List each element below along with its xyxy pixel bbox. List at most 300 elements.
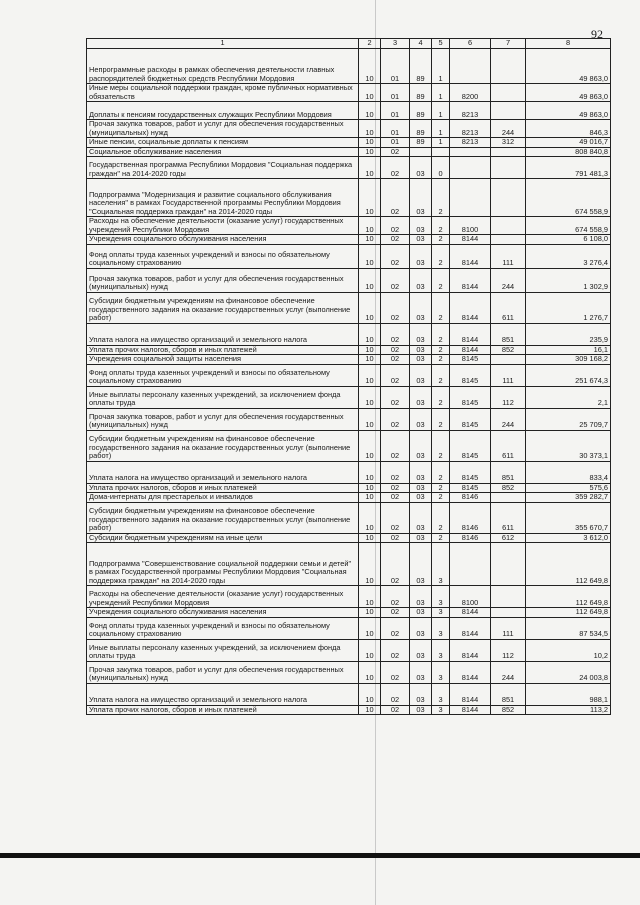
- expense-code-cell: 8144: [450, 292, 491, 323]
- expense-type-cell: 112: [491, 386, 526, 408]
- amount-cell: 1 276,7: [526, 292, 611, 323]
- amount-cell: 3 276,4: [526, 244, 611, 268]
- subsection-code-cell: 02: [381, 493, 410, 503]
- table-row: [87, 586, 611, 608]
- expense-type-cell: [491, 355, 526, 365]
- section-code-cell: 10: [359, 586, 381, 608]
- subsection-code-cell: 02: [381, 157, 410, 179]
- expense-code-cell: 8145: [450, 408, 491, 430]
- subsection-code-cell: 02: [381, 430, 410, 461]
- column-header: 2: [359, 39, 381, 49]
- amount-cell: 791 481,3: [526, 157, 611, 179]
- table-row: [87, 120, 611, 138]
- table-row: [87, 408, 611, 430]
- expense-code-cell: 8144: [450, 268, 491, 292]
- expense-type-cell: [491, 49, 526, 84]
- subprogram-code-cell: 3: [432, 617, 450, 639]
- amount-cell: 49 863,0: [526, 102, 611, 120]
- table-row: [87, 661, 611, 683]
- amount-cell: 49 863,0: [526, 84, 611, 102]
- table-row: [87, 533, 611, 543]
- subprogram-code-cell: 3: [432, 661, 450, 683]
- row-name-cell: Прочая закупка товаров, работ и услуг для обеспечения государственных (муниципальных) нужд: [87, 268, 359, 292]
- program-code-cell: 03: [410, 268, 432, 292]
- expense-code-cell: 8145: [450, 483, 491, 493]
- section-code-cell: 10: [359, 323, 381, 345]
- subprogram-code-cell: 3: [432, 683, 450, 705]
- table-row: [87, 49, 611, 84]
- amount-cell: 833,4: [526, 461, 611, 483]
- amount-cell: 112 649,8: [526, 608, 611, 618]
- section-code-cell: 10: [359, 483, 381, 493]
- subprogram-code-cell: 2: [432, 235, 450, 245]
- subsection-code-cell: 02: [381, 408, 410, 430]
- subprogram-code-cell: 0: [432, 157, 450, 179]
- table-row: [87, 157, 611, 179]
- expense-type-cell: [491, 147, 526, 157]
- expense-type-cell: 611: [491, 502, 526, 533]
- column-header: 6: [450, 39, 491, 49]
- expense-code-cell: [450, 147, 491, 157]
- amount-cell: 674 558,9: [526, 179, 611, 217]
- amount-cell: 808 840,8: [526, 147, 611, 157]
- subprogram-code-cell: 2: [432, 345, 450, 355]
- expense-type-cell: 612: [491, 533, 526, 543]
- row-name-cell: Государственная программа Республики Мордовия "Социальная поддержка граждан" на 2014-2020 годы: [87, 157, 359, 179]
- section-code-cell: 10: [359, 157, 381, 179]
- program-code-cell: 03: [410, 483, 432, 493]
- row-name-cell: Расходы на обеспечение деятельности (оказание услуг) государственных учреждений Республики Мордовия: [87, 217, 359, 235]
- expense-code-cell: 8144: [450, 683, 491, 705]
- subsection-code-cell: 01: [381, 84, 410, 102]
- amount-cell: 674 558,9: [526, 217, 611, 235]
- expense-code-cell: 8145: [450, 355, 491, 365]
- row-name-cell: Иные выплаты персоналу казенных учреждений, за исключением фонда оплаты труда: [87, 386, 359, 408]
- subsection-code-cell: 02: [381, 345, 410, 355]
- subprogram-code-cell: 1: [432, 102, 450, 120]
- expense-type-cell: 244: [491, 408, 526, 430]
- expense-type-cell: 611: [491, 430, 526, 461]
- program-code-cell: 89: [410, 138, 432, 148]
- subprogram-code-cell: 2: [432, 493, 450, 503]
- expense-type-cell: 111: [491, 617, 526, 639]
- table-row: [87, 608, 611, 618]
- expense-code-cell: 8145: [450, 364, 491, 386]
- subprogram-code-cell: 3: [432, 608, 450, 618]
- amount-cell: 113,2: [526, 705, 611, 715]
- row-name-cell: Непрограммные расходы в рамках обеспечения деятельности главных распорядителей бюджетных средств Республики Мордовия: [87, 49, 359, 84]
- row-name-cell: Прочая закупка товаров, работ и услуг для обеспечения государственных (муниципальных) нужд: [87, 661, 359, 683]
- amount-cell: 30 373,1: [526, 430, 611, 461]
- section-code-cell: 10: [359, 102, 381, 120]
- subprogram-code-cell: 1: [432, 120, 450, 138]
- subsection-code-cell: 02: [381, 683, 410, 705]
- subprogram-code-cell: 2: [432, 408, 450, 430]
- expense-type-cell: [491, 157, 526, 179]
- amount-cell: 24 003,8: [526, 661, 611, 683]
- program-code-cell: 03: [410, 543, 432, 586]
- program-code-cell: 03: [410, 244, 432, 268]
- expense-type-cell: [491, 586, 526, 608]
- program-code-cell: 89: [410, 120, 432, 138]
- row-name-cell: Уплата прочих налогов, сборов и иных платежей: [87, 345, 359, 355]
- row-name-cell: Доплаты к пенсиям государственных служащих Республики Мордовия: [87, 102, 359, 120]
- table-row: [87, 683, 611, 705]
- amount-cell: 6 108,0: [526, 235, 611, 245]
- scan-edge-bar: [0, 853, 640, 858]
- amount-cell: 251 674,3: [526, 364, 611, 386]
- subprogram-code-cell: [432, 147, 450, 157]
- program-code-cell: 03: [410, 608, 432, 618]
- amount-cell: 10,2: [526, 639, 611, 661]
- section-code-cell: 10: [359, 430, 381, 461]
- section-code-cell: 10: [359, 533, 381, 543]
- expense-type-cell: 851: [491, 323, 526, 345]
- table-row: [87, 323, 611, 345]
- row-name-cell: Прочая закупка товаров, работ и услуг для обеспечения государственных (муниципальных) нужд: [87, 408, 359, 430]
- expense-type-cell: 852: [491, 705, 526, 715]
- amount-cell: 49 863,0: [526, 49, 611, 84]
- expense-type-cell: 111: [491, 364, 526, 386]
- section-code-cell: 10: [359, 244, 381, 268]
- section-code-cell: 10: [359, 120, 381, 138]
- program-code-cell: 03: [410, 179, 432, 217]
- expense-code-cell: 8144: [450, 617, 491, 639]
- subsection-code-cell: 02: [381, 543, 410, 586]
- expense-code-cell: 8146: [450, 502, 491, 533]
- subsection-code-cell: 01: [381, 102, 410, 120]
- row-name-cell: Иные выплаты персоналу казенных учреждений, за исключением фонда оплаты труда: [87, 639, 359, 661]
- subsection-code-cell: 01: [381, 138, 410, 148]
- expense-code-cell: 8100: [450, 586, 491, 608]
- section-code-cell: 10: [359, 705, 381, 715]
- row-name-cell: Прочая закупка товаров, работ и услуг для обеспечения государственных (муниципальных) нужд: [87, 120, 359, 138]
- expense-type-cell: 112: [491, 639, 526, 661]
- table-row: [87, 355, 611, 365]
- program-code-cell: 03: [410, 533, 432, 543]
- row-name-cell: Субсидии бюджетным учреждениям на иные цели: [87, 533, 359, 543]
- amount-cell: 25 709,7: [526, 408, 611, 430]
- program-code-cell: 03: [410, 386, 432, 408]
- expense-code-cell: 8144: [450, 608, 491, 618]
- subsection-code-cell: 02: [381, 147, 410, 157]
- program-code-cell: 03: [410, 705, 432, 715]
- program-code-cell: 03: [410, 617, 432, 639]
- amount-cell: 112 649,8: [526, 586, 611, 608]
- table-row: [87, 705, 611, 715]
- table-row: [87, 345, 611, 355]
- expense-code-cell: 8145: [450, 430, 491, 461]
- expense-code-cell: 8213: [450, 120, 491, 138]
- table-row: [87, 179, 611, 217]
- expense-code-cell: 8100: [450, 217, 491, 235]
- subprogram-code-cell: 2: [432, 461, 450, 483]
- expense-code-cell: 8144: [450, 323, 491, 345]
- section-code-cell: 10: [359, 147, 381, 157]
- table-row: [87, 483, 611, 493]
- program-code-cell: 03: [410, 430, 432, 461]
- amount-cell: 309 168,2: [526, 355, 611, 365]
- section-code-cell: 10: [359, 217, 381, 235]
- section-code-cell: 10: [359, 179, 381, 217]
- row-name-cell: Подпрограмма "Совершенствование социальной поддержки семьи и детей" в рамках Государственной программы Республики Мордовия "Социальная поддержка граждан" на 2014-2020 годы: [87, 543, 359, 586]
- expense-code-cell: 8146: [450, 493, 491, 503]
- subsection-code-cell: 02: [381, 533, 410, 543]
- row-name-cell: Уплата прочих налогов, сборов и иных платежей: [87, 705, 359, 715]
- subprogram-code-cell: 2: [432, 268, 450, 292]
- section-code-cell: 10: [359, 364, 381, 386]
- expense-code-cell: 8213: [450, 138, 491, 148]
- program-code-cell: 03: [410, 323, 432, 345]
- expense-code-cell: 8144: [450, 705, 491, 715]
- row-name-cell: Субсидии бюджетным учреждениям на финансовое обеспечение государственного задания на оказание государственных услуг (выполнение работ): [87, 430, 359, 461]
- subsection-code-cell: 02: [381, 244, 410, 268]
- subsection-code-cell: 02: [381, 323, 410, 345]
- expense-code-cell: 8145: [450, 461, 491, 483]
- expense-code-cell: [450, 543, 491, 586]
- budget-table: [86, 38, 611, 715]
- program-code-cell: 89: [410, 102, 432, 120]
- table-row: [87, 138, 611, 148]
- section-code-cell: 10: [359, 608, 381, 618]
- subsection-code-cell: 02: [381, 608, 410, 618]
- table-row: [87, 217, 611, 235]
- expense-code-cell: 8213: [450, 102, 491, 120]
- amount-cell: 16,1: [526, 345, 611, 355]
- expense-type-cell: [491, 102, 526, 120]
- section-code-cell: 10: [359, 408, 381, 430]
- expense-type-cell: 244: [491, 268, 526, 292]
- section-code-cell: 10: [359, 49, 381, 84]
- subprogram-code-cell: 2: [432, 179, 450, 217]
- section-code-cell: 10: [359, 661, 381, 683]
- expense-code-cell: [450, 49, 491, 84]
- section-code-cell: 10: [359, 138, 381, 148]
- program-code-cell: 03: [410, 639, 432, 661]
- expense-type-cell: [491, 84, 526, 102]
- program-code-cell: 03: [410, 661, 432, 683]
- expense-type-cell: 244: [491, 661, 526, 683]
- subprogram-code-cell: 2: [432, 430, 450, 461]
- expense-code-cell: 8145: [450, 386, 491, 408]
- program-code-cell: 03: [410, 355, 432, 365]
- subprogram-code-cell: 1: [432, 49, 450, 84]
- table-row: [87, 617, 611, 639]
- amount-cell: 988,1: [526, 683, 611, 705]
- program-code-cell: 03: [410, 493, 432, 503]
- expense-type-cell: [491, 235, 526, 245]
- subsection-code-cell: 01: [381, 49, 410, 84]
- expense-code-cell: 8200: [450, 84, 491, 102]
- subprogram-code-cell: 3: [432, 543, 450, 586]
- table-row: [87, 147, 611, 157]
- section-code-cell: 10: [359, 461, 381, 483]
- amount-cell: 355 670,7: [526, 502, 611, 533]
- table-row: [87, 364, 611, 386]
- program-code-cell: 89: [410, 84, 432, 102]
- table-row: [87, 244, 611, 268]
- subsection-code-cell: 02: [381, 661, 410, 683]
- column-header: 1: [87, 39, 359, 49]
- expense-type-cell: [491, 179, 526, 217]
- subsection-code-cell: 02: [381, 268, 410, 292]
- table-row: [87, 235, 611, 245]
- program-code-cell: 03: [410, 292, 432, 323]
- expense-type-cell: 312: [491, 138, 526, 148]
- row-name-cell: Субсидии бюджетным учреждениям на финансовое обеспечение государственного задания на оказание государственных услуг (выполнение работ): [87, 502, 359, 533]
- subsection-code-cell: 02: [381, 386, 410, 408]
- amount-cell: 49 016,7: [526, 138, 611, 148]
- program-code-cell: 03: [410, 364, 432, 386]
- row-name-cell: Уплата налога на имущество организаций и земельного налога: [87, 461, 359, 483]
- subprogram-code-cell: 2: [432, 386, 450, 408]
- subsection-code-cell: 02: [381, 586, 410, 608]
- subprogram-code-cell: 3: [432, 705, 450, 715]
- subsection-code-cell: 02: [381, 364, 410, 386]
- expense-type-cell: 851: [491, 683, 526, 705]
- amount-cell: 2,1: [526, 386, 611, 408]
- subsection-code-cell: 02: [381, 483, 410, 493]
- table-row: [87, 639, 611, 661]
- subsection-code-cell: 02: [381, 617, 410, 639]
- column-header: 5: [432, 39, 450, 49]
- amount-cell: 846,3: [526, 120, 611, 138]
- subprogram-code-cell: 2: [432, 292, 450, 323]
- row-name-cell: Подпрограмма "Модернизация и развитие социального обслуживания населения" в рамках Государственной программы Республики Мордовия "Социальная поддержка граждан" на 2014-2020 годы: [87, 179, 359, 217]
- section-code-cell: 10: [359, 84, 381, 102]
- expense-type-cell: 851: [491, 461, 526, 483]
- subprogram-code-cell: 2: [432, 355, 450, 365]
- amount-cell: 575,6: [526, 483, 611, 493]
- table-row: [87, 268, 611, 292]
- expense-type-cell: [491, 543, 526, 586]
- section-code-cell: 10: [359, 235, 381, 245]
- amount-cell: 112 649,8: [526, 543, 611, 586]
- section-code-cell: 10: [359, 355, 381, 365]
- subsection-code-cell: 02: [381, 639, 410, 661]
- expense-type-cell: 852: [491, 345, 526, 355]
- table-row: [87, 502, 611, 533]
- section-code-cell: 10: [359, 386, 381, 408]
- expense-type-cell: [491, 493, 526, 503]
- subprogram-code-cell: 2: [432, 364, 450, 386]
- amount-cell: 1 302,9: [526, 268, 611, 292]
- subprogram-code-cell: 3: [432, 639, 450, 661]
- row-name-cell: Учреждения социального обслуживания населения: [87, 235, 359, 245]
- subsection-code-cell: 02: [381, 355, 410, 365]
- table-row: [87, 461, 611, 483]
- program-code-cell: [410, 147, 432, 157]
- expense-code-cell: 8144: [450, 244, 491, 268]
- row-name-cell: Иные меры социальной поддержки граждан, кроме публичных нормативных обязательств: [87, 84, 359, 102]
- row-name-cell: Учреждения социального обслуживания населения: [87, 608, 359, 618]
- expense-code-cell: [450, 179, 491, 217]
- row-name-cell: Фонд оплаты труда казенных учреждений и взносы по обязательному социальному страхованию: [87, 364, 359, 386]
- column-header: 3: [381, 39, 410, 49]
- column-header: 7: [491, 39, 526, 49]
- subprogram-code-cell: 2: [432, 244, 450, 268]
- row-name-cell: Уплата налога на имущество организаций и земельного налога: [87, 323, 359, 345]
- row-name-cell: Расходы на обеспечение деятельности (оказание услуг) государственных учреждений Республики Мордовия: [87, 586, 359, 608]
- table-row: [87, 430, 611, 461]
- program-code-cell: 03: [410, 408, 432, 430]
- subprogram-code-cell: 2: [432, 483, 450, 493]
- program-code-cell: 03: [410, 683, 432, 705]
- row-name-cell: Иные пенсии, социальные доплаты к пенсиям: [87, 138, 359, 148]
- row-name-cell: Уплата налога на имущество организаций и земельного налога: [87, 683, 359, 705]
- subprogram-code-cell: 2: [432, 323, 450, 345]
- column-header: 4: [410, 39, 432, 49]
- subsection-code-cell: 02: [381, 179, 410, 217]
- table-row: [87, 386, 611, 408]
- subprogram-code-cell: 2: [432, 502, 450, 533]
- column-header: 8: [526, 39, 611, 49]
- row-name-cell: Фонд оплаты труда казенных учреждений и взносы по обязательному социальному страхованию: [87, 244, 359, 268]
- section-code-cell: 10: [359, 268, 381, 292]
- table-header-row: [87, 39, 611, 49]
- expense-type-cell: 111: [491, 244, 526, 268]
- section-code-cell: 10: [359, 493, 381, 503]
- table-row: [87, 84, 611, 102]
- section-code-cell: 10: [359, 502, 381, 533]
- subprogram-code-cell: 2: [432, 217, 450, 235]
- expense-type-cell: 852: [491, 483, 526, 493]
- expense-code-cell: 8144: [450, 345, 491, 355]
- row-name-cell: Фонд оплаты труда казенных учреждений и взносы по обязательному социальному страхованию: [87, 617, 359, 639]
- subprogram-code-cell: 3: [432, 586, 450, 608]
- subsection-code-cell: 02: [381, 705, 410, 715]
- table-row: [87, 493, 611, 503]
- row-name-cell: Субсидии бюджетным учреждениям на финансовое обеспечение государственного задания на оказание государственных услуг (выполнение работ): [87, 292, 359, 323]
- section-code-cell: 10: [359, 683, 381, 705]
- subsection-code-cell: 02: [381, 217, 410, 235]
- table-row: [87, 102, 611, 120]
- section-code-cell: 10: [359, 543, 381, 586]
- expense-code-cell: 8144: [450, 661, 491, 683]
- subsection-code-cell: 02: [381, 292, 410, 323]
- expense-code-cell: 8144: [450, 235, 491, 245]
- row-name-cell: Социальное обслуживание населения: [87, 147, 359, 157]
- row-name-cell: Учреждения социальной защиты населения: [87, 355, 359, 365]
- expense-type-cell: 611: [491, 292, 526, 323]
- program-code-cell: 03: [410, 586, 432, 608]
- amount-cell: 359 282,7: [526, 493, 611, 503]
- subsection-code-cell: 02: [381, 502, 410, 533]
- amount-cell: 3 612,0: [526, 533, 611, 543]
- table-row: [87, 543, 611, 586]
- subprogram-code-cell: 1: [432, 84, 450, 102]
- expense-code-cell: 8144: [450, 639, 491, 661]
- program-code-cell: 03: [410, 217, 432, 235]
- expense-type-cell: [491, 217, 526, 235]
- program-code-cell: 03: [410, 502, 432, 533]
- row-name-cell: Дома-интернаты для престарелых и инвалидов: [87, 493, 359, 503]
- expense-type-cell: 244: [491, 120, 526, 138]
- table-row: [87, 292, 611, 323]
- page-number: 92: [591, 27, 603, 41]
- program-code-cell: 03: [410, 461, 432, 483]
- amount-cell: 235,9: [526, 323, 611, 345]
- expense-type-cell: [491, 608, 526, 618]
- program-code-cell: 89: [410, 49, 432, 84]
- subsection-code-cell: 02: [381, 461, 410, 483]
- subsection-code-cell: 01: [381, 120, 410, 138]
- subprogram-code-cell: 1: [432, 138, 450, 148]
- amount-cell: 87 534,5: [526, 617, 611, 639]
- section-code-cell: 10: [359, 617, 381, 639]
- section-code-cell: 10: [359, 292, 381, 323]
- subsection-code-cell: 02: [381, 235, 410, 245]
